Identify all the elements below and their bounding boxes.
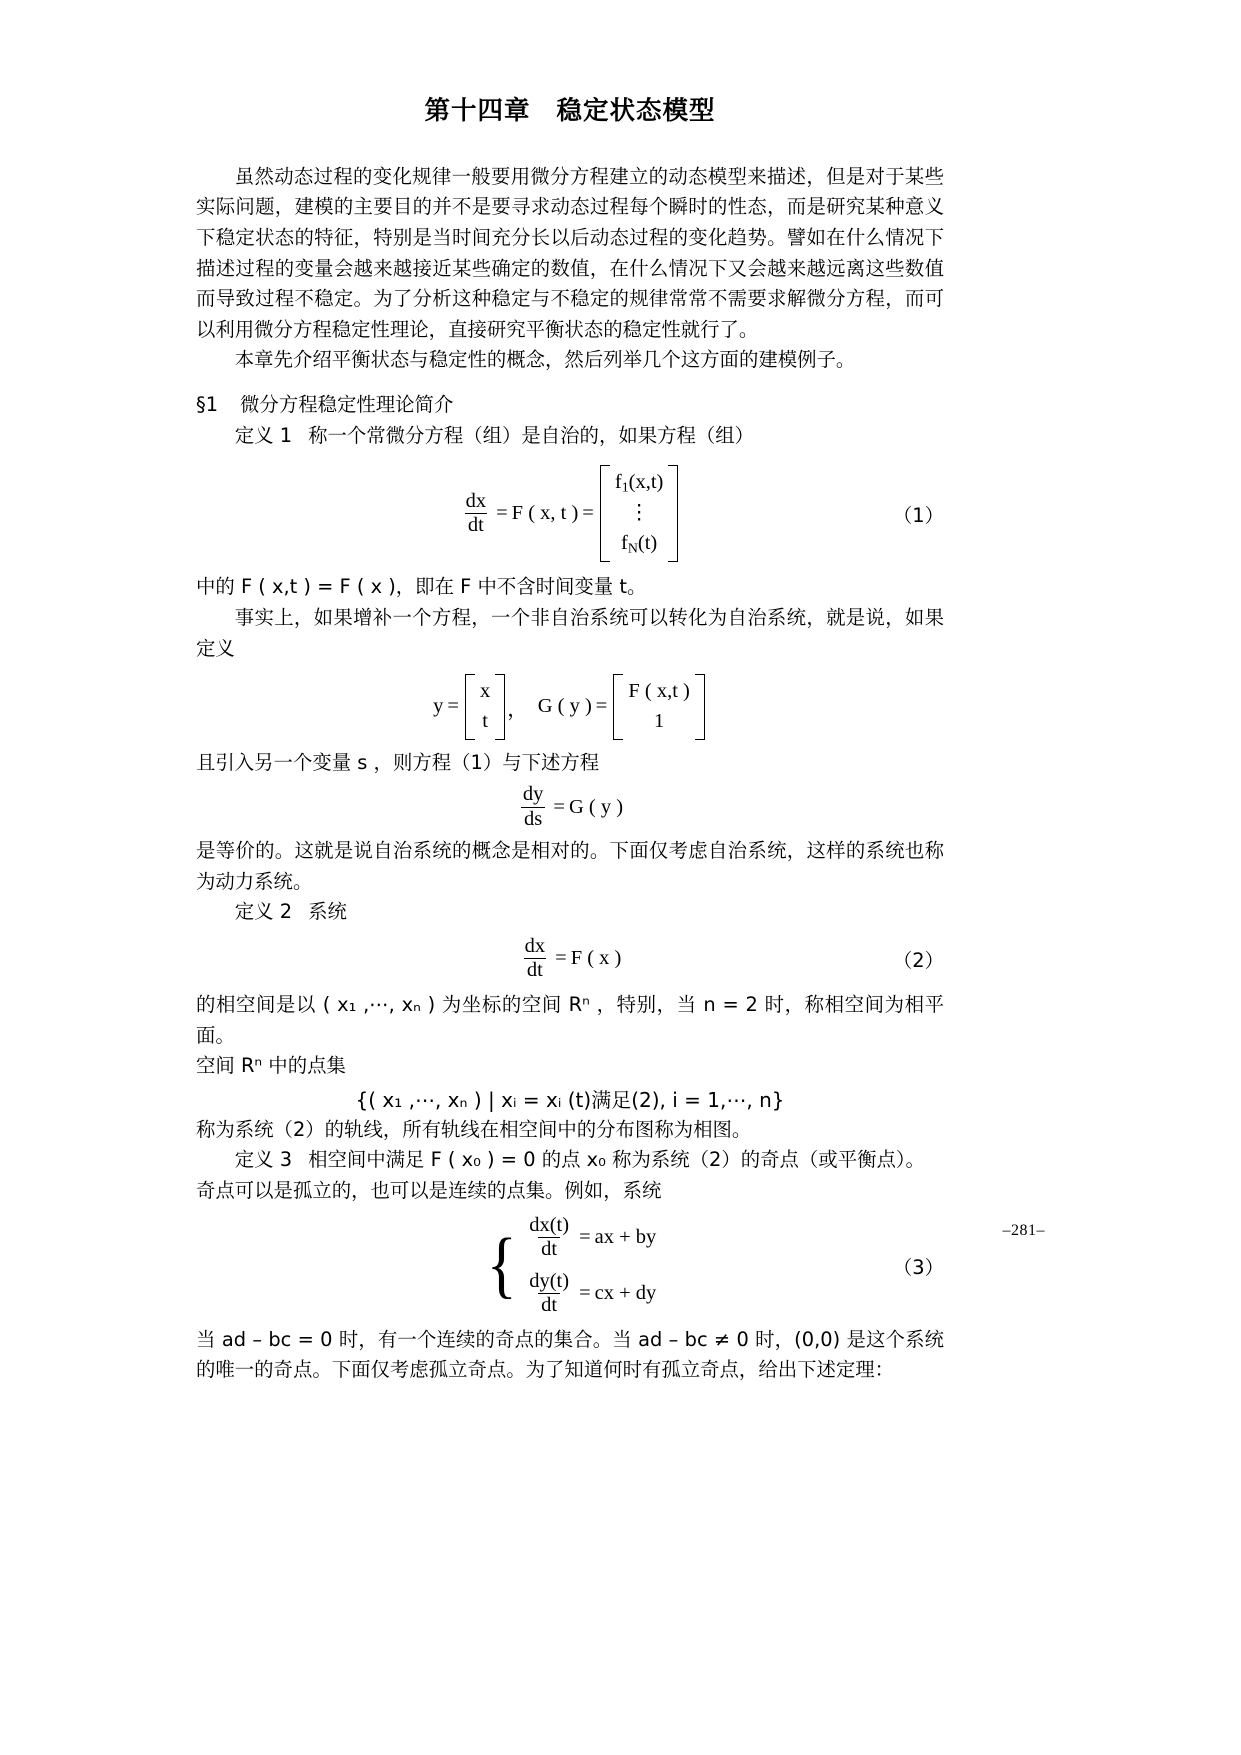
y-equals: =	[447, 695, 459, 718]
equation-y-comma: ，	[507, 696, 528, 721]
fact-paragraph: 事实上，如果增补一个方程，一个非自治系统可以转化为自治系统，就是说，如果定义	[196, 605, 944, 660]
eq3-r1-numerator: dx(t)	[529, 1213, 570, 1236]
equation-y-row	[196, 674, 944, 739]
equals-sign-2: =	[582, 502, 594, 525]
eq3-r1-equals: =	[579, 1226, 591, 1249]
eq2-equals: =	[555, 947, 567, 970]
equation-1-row	[196, 465, 944, 562]
equation-3-row	[196, 1215, 944, 1317]
definition-1-label: 定义 1	[234, 423, 293, 447]
after-set-text: 称为系统（2）的轨线，所有轨线在相空间中的分布图称为相图。	[196, 1117, 752, 1141]
matrix-row-2-vdots: ⋮	[628, 501, 650, 524]
section-number: §1	[196, 393, 219, 417]
fraction-denominator: dt	[465, 513, 487, 537]
f-args-N: (t)	[637, 531, 658, 554]
dyds-rhs: G ( y )	[568, 795, 624, 818]
eq2-numerator: dx	[524, 934, 546, 957]
chapter-title-prefix: 第十四章	[424, 96, 531, 126]
equation-2-number: （2）	[892, 948, 944, 972]
section-1-heading	[196, 390, 944, 421]
system-left-brace: {	[486, 1223, 517, 1306]
bracket-right	[668, 465, 678, 562]
equation-3-system	[523, 1215, 656, 1317]
y-cell-1: x	[479, 680, 491, 703]
column-matrix-bracket	[600, 465, 679, 562]
after-dyds-text: 是等价的。这就是说自治系统的概念是相对的。下面仅考虑自治系统，这样的系统也称为动力系统。	[196, 839, 944, 893]
definition-2-label: 定义 2	[234, 900, 293, 924]
dyds-denominator: ds	[521, 807, 545, 831]
definition-3-label: 定义 3	[234, 1148, 293, 1172]
equation-3-row-1	[523, 1215, 656, 1261]
section-title: 微分方程稳定性理论简介	[240, 393, 454, 417]
equation-3-row-2	[523, 1271, 656, 1317]
eq3-r2-numerator: dy(t)	[529, 1269, 570, 1292]
equation-1-number: （1）	[892, 503, 944, 527]
f-args-1: (x,t)	[628, 471, 664, 494]
definition-2-text: 系统	[308, 900, 347, 924]
G-cell-2: 1	[653, 709, 665, 732]
definition-3-line-1	[196, 1145, 944, 1176]
set-expression: {( x₁ ,⋯, xₙ ) | xᵢ = xᵢ (t)满足(2), i = 1,⋯, n}	[355, 1087, 785, 1112]
set-expression-row	[196, 1084, 944, 1113]
definition-1-text: 称一个常微分方程（组）是自治的，如果方程（组）	[308, 423, 755, 447]
G-matrix-cells	[623, 674, 695, 739]
f-sub-N: N	[627, 541, 638, 557]
matrix-row-3	[621, 529, 657, 560]
equation-dyds-row	[196, 784, 944, 830]
dy-ds-fraction	[520, 784, 547, 830]
eq3-r1-fraction	[526, 1215, 572, 1261]
G-bracket-right	[695, 674, 705, 739]
eq3-r2-rhs: cx + dy	[594, 1282, 657, 1305]
eq3-r2-equals: =	[579, 1282, 591, 1305]
function-F-xt: F ( x, t )	[511, 502, 579, 525]
bracket-left	[600, 465, 610, 562]
equation-1	[460, 465, 681, 562]
definition-3-text-a: 相空间中满足 F ( x₀ ) = 0 的点 x₀ 称为系统（2）的奇点（或平衡点）。	[308, 1148, 925, 1172]
matrix-cells	[610, 465, 669, 562]
chapter-title-main: 稳定状态模型	[556, 96, 716, 126]
intro-paragraph-1: 虽然动态过程的变化规律一般要用微分方程建立的动态模型来描述，但是对于某些实际问题，建模的主要目的并不是要寻求动态过程每个瞬时的性态，而是研究某种意义下稳定状态的特征，特别是当时间充分长以后动态过程的变化趋势。譬如在什么情况下描述过程的变量会越来越接近某些确定的数值，在什么情况下又会越来越远离这些数值而导致过程不稳定。为了分析这种稳定与不稳定的规律常常不需要求解微分方程，而可以利用微分方程稳定性理论，直接研究平衡状态的稳定性就行了。	[196, 164, 944, 341]
equation-2-row	[196, 936, 944, 982]
eq3-r2-denominator: dt	[538, 1293, 560, 1317]
y-column-bracket	[465, 674, 505, 739]
after-equation-1-text: 中的 F ( x,t ) = F ( x )，即在 F 中不含时间变量 t。	[196, 575, 647, 599]
equation-2	[519, 936, 622, 982]
G-label: G ( y )	[537, 695, 592, 718]
y-cell-2: t	[482, 709, 488, 732]
f-base-N: f	[620, 531, 628, 554]
G-bracket-left	[613, 674, 623, 739]
definition-3-line-2: 奇点可以是孤立的，也可以是连续的点集。例如，系统	[196, 1178, 662, 1202]
equals-sign-1: =	[496, 502, 508, 525]
y-matrix-cells	[475, 674, 495, 739]
dyds-equals: =	[553, 795, 565, 818]
definition-1	[196, 421, 944, 452]
closing-paragraph: 当 ad – bc = 0 时，有一个连续的奇点的集合。当 ad – bc ≠ 0 时，(0,0) 是这个系统的唯一的奇点。下面仅考虑孤立奇点。为了知道何时有孤立奇点，给出下述定理：	[196, 1327, 944, 1382]
equation-y-definition	[433, 674, 707, 739]
after-equation-2-line-1: 的相空间是以 ( x₁ ,⋯, xₙ ) 为坐标的空间 Rⁿ ，特别，当 n = 2 时，称相空间为相平面。	[196, 992, 944, 1047]
intro-paragraph-2: 本章先介绍平衡状态与稳定性的概念，然后列举几个这方面的建模例子。	[234, 348, 856, 372]
after-equation-y-text: 且引入另一个变量 s ，则方程（1）与下述方程	[196, 750, 600, 774]
y-label: y	[433, 695, 444, 718]
after-equation-2-line-2: 空间 Rⁿ 中的点集	[196, 1054, 346, 1078]
chapter-title	[196, 96, 944, 128]
f-base-1: f	[614, 471, 622, 494]
dyds-numerator: dy	[522, 783, 544, 806]
eq3-r1-rhs: ax + by	[594, 1226, 657, 1249]
G-cell-1: F ( x,t )	[628, 680, 690, 703]
equation-3-number: （3）	[892, 1255, 944, 1279]
fraction-numerator: dx	[465, 489, 487, 512]
dx-dt-fraction	[463, 491, 490, 537]
definition-2	[196, 897, 944, 928]
equation-3	[484, 1215, 657, 1317]
eq2-denominator: dt	[524, 958, 546, 982]
y-bracket-right	[495, 674, 505, 739]
eq3-r1-denominator: dt	[538, 1237, 560, 1261]
page-content	[196, 96, 944, 1386]
eq2-rhs: F ( x )	[570, 947, 622, 970]
equation-dyds	[517, 784, 623, 830]
G-equals: =	[595, 695, 608, 718]
eq2-fraction	[522, 936, 549, 982]
page-number: –281–	[1002, 1222, 1045, 1239]
eq3-r2-fraction	[526, 1271, 572, 1317]
f-sub-1: 1	[621, 480, 629, 496]
matrix-row-1	[615, 468, 664, 499]
y-bracket-left	[465, 674, 475, 739]
G-column-bracket	[613, 674, 705, 739]
